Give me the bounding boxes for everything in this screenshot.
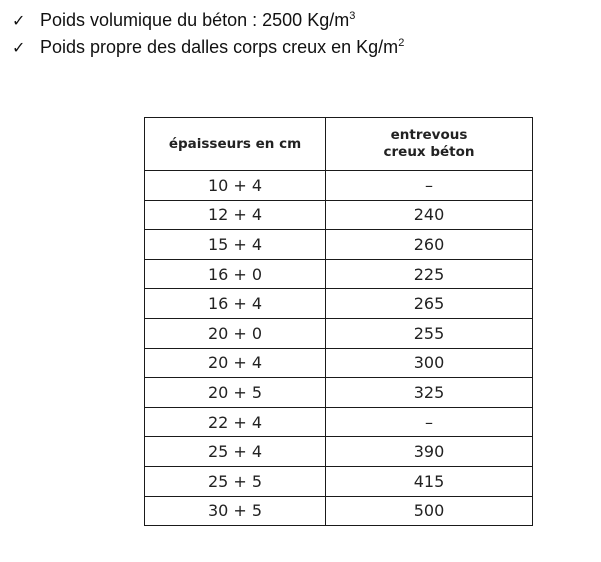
- check-icon: ✓: [12, 38, 26, 57]
- table-row: [145, 318, 533, 348]
- weight-cell: 240: [326, 200, 533, 230]
- slab-weight-table: [144, 117, 533, 526]
- table-header-row: [145, 118, 533, 171]
- thickness-cell: 25 + 5: [145, 466, 326, 496]
- table-row: [145, 466, 533, 496]
- weight-cell: 390: [326, 437, 533, 467]
- table-row: [145, 348, 533, 378]
- bullet-text-main: Poids volumique du béton : 2500 Kg/m: [40, 10, 350, 30]
- thickness-cell: 15 + 4: [145, 230, 326, 260]
- table-row: [145, 200, 533, 230]
- thickness-cell: 30 + 5: [145, 496, 326, 526]
- exponent: 2: [398, 37, 405, 49]
- check-icon: ✓: [12, 11, 26, 30]
- header-hollow-block: [326, 118, 533, 171]
- weight-cell: 415: [326, 466, 533, 496]
- table-row: [145, 171, 533, 201]
- weight-cell: –: [326, 171, 533, 201]
- weight-cell: 225: [326, 259, 533, 289]
- weight-cell: 500: [326, 496, 533, 526]
- table-row: [145, 437, 533, 467]
- table-row: [145, 378, 533, 408]
- weight-cell: 265: [326, 289, 533, 319]
- table-row: [145, 289, 533, 319]
- table-row: [145, 230, 533, 260]
- weight-cell: 260: [326, 230, 533, 260]
- table-body: [145, 171, 533, 526]
- table-row: [145, 259, 533, 289]
- bullet-slab-weight: [12, 37, 404, 64]
- weight-cell: 325: [326, 378, 533, 408]
- thickness-cell: 25 + 4: [145, 437, 326, 467]
- exponent: 3: [349, 10, 356, 22]
- weight-cell: 255: [326, 318, 533, 348]
- thickness-cell: 10 + 4: [145, 171, 326, 201]
- thickness-cell: 20 + 5: [145, 378, 326, 408]
- thickness-cell: 20 + 0: [145, 318, 326, 348]
- bullet-list: [12, 10, 404, 64]
- thickness-cell: 22 + 4: [145, 407, 326, 437]
- table-row: [145, 407, 533, 437]
- header-hollow-block-text: entrevous creux béton: [383, 127, 475, 160]
- bullet-text: [40, 10, 355, 31]
- bullet-concrete-density: [12, 10, 404, 37]
- bullet-text: [40, 37, 404, 58]
- weight-cell: –: [326, 407, 533, 437]
- thickness-cell: 16 + 4: [145, 289, 326, 319]
- bullet-text-main: Poids propre des dalles corps creux en Kg/m: [40, 37, 399, 57]
- weight-cell: 300: [326, 348, 533, 378]
- thickness-cell: 12 + 4: [145, 200, 326, 230]
- table-row: [145, 496, 533, 526]
- thickness-cell: 16 + 0: [145, 259, 326, 289]
- thickness-cell: 20 + 4: [145, 348, 326, 378]
- header-thickness: épaisseurs en cm: [145, 118, 326, 171]
